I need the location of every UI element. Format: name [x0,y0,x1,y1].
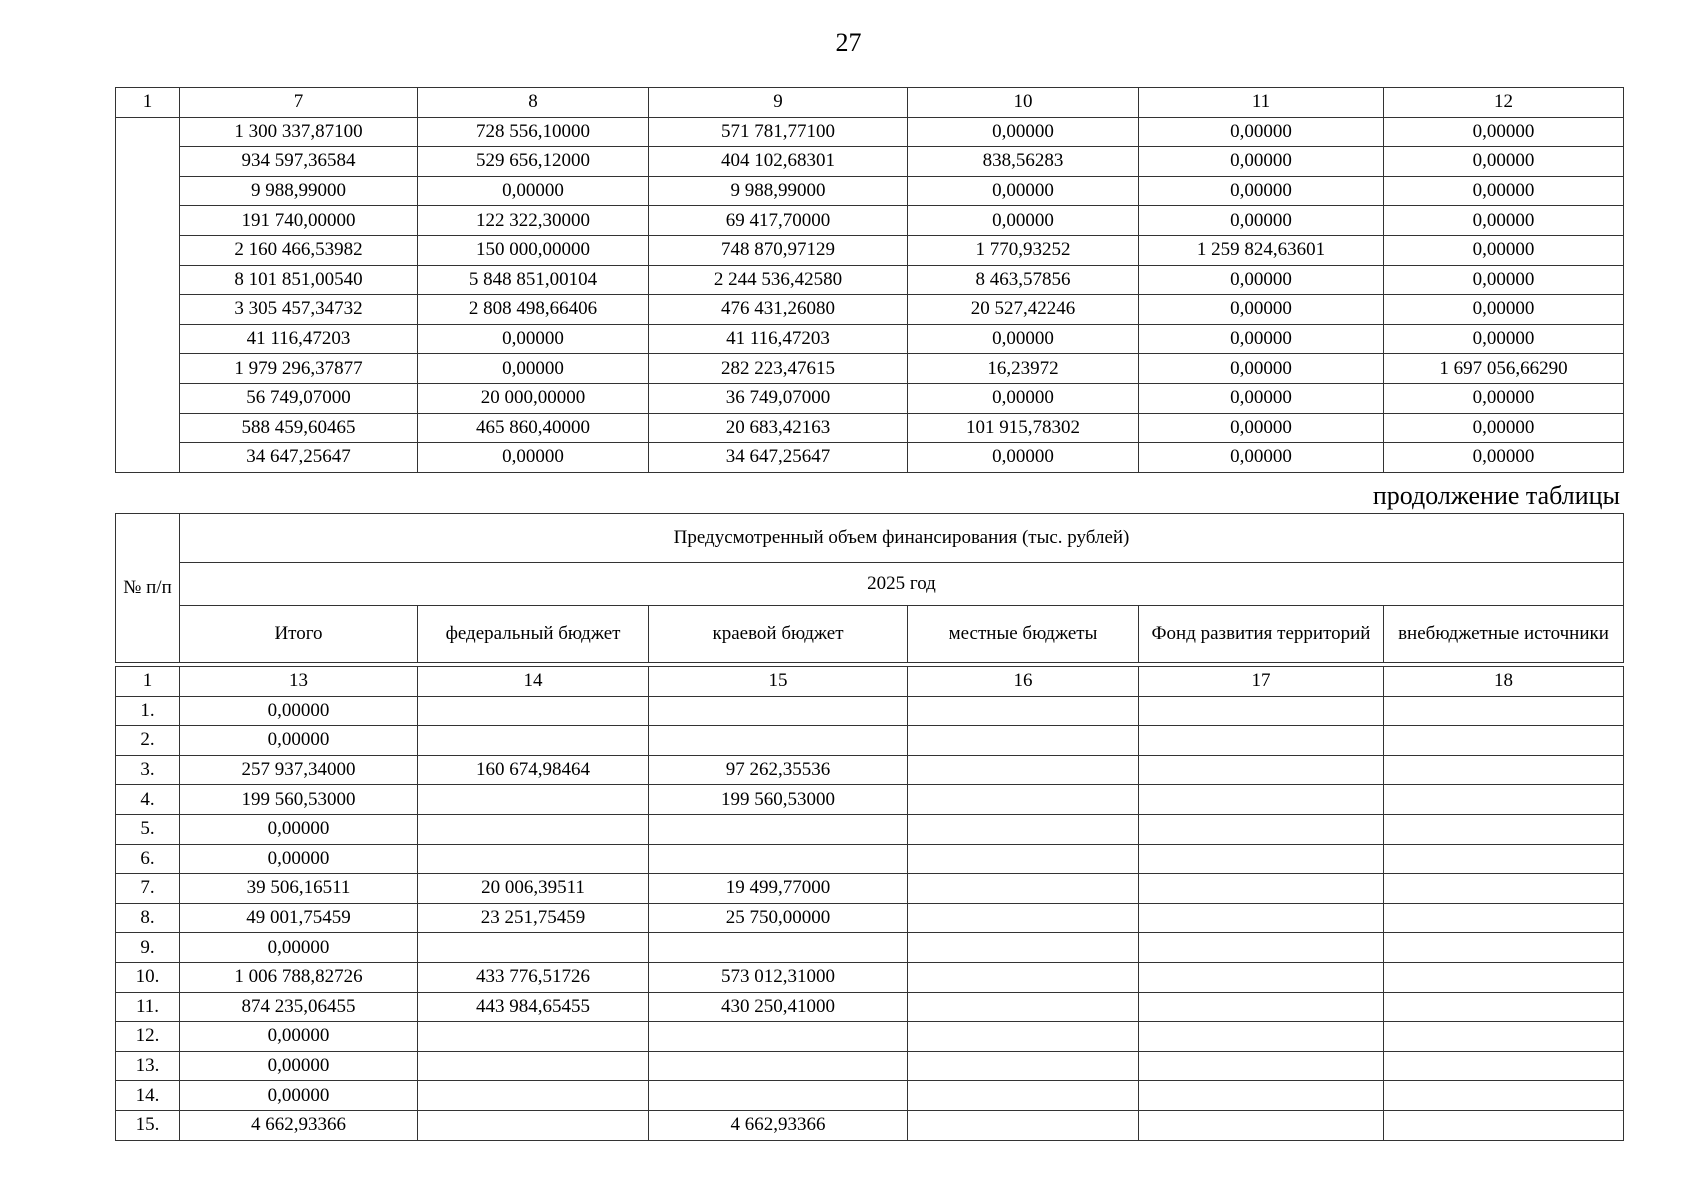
table-cell [1384,696,1624,726]
row-number-cell: 9. [116,933,180,963]
table-cell [418,726,649,756]
table-cell: 0,00000 [1139,324,1384,354]
table-cell [1384,814,1624,844]
row-number-cell: 5. [116,814,180,844]
table-cell: 476 431,26080 [649,295,908,325]
table-cell: 433 776,51726 [418,962,649,992]
table-cell: 2 808 498,66406 [418,295,649,325]
table-row [116,814,1624,844]
table-cell: 404 102,68301 [649,147,908,177]
table-cell: 3 305 457,34732 [180,295,418,325]
table-cell: 36 749,07000 [649,383,908,413]
table-cell [908,874,1139,904]
table-cell: 0,00000 [180,814,418,844]
table-cell: 20 000,00000 [418,383,649,413]
row-number-cell: 11. [116,992,180,1022]
table-cell [418,814,649,844]
row-number-cell: 6. [116,844,180,874]
table-cell [1384,903,1624,933]
table-cell: 934 597,36584 [180,147,418,177]
table-cell: 4 662,93366 [180,1110,418,1140]
table-cell: 0,00000 [1139,413,1384,443]
table-cell: 0,00000 [1139,176,1384,206]
table-cell: 0,00000 [908,383,1139,413]
table-cell [418,1051,649,1081]
table-cell [1384,962,1624,992]
table-cell [1139,992,1384,1022]
table-cell [1139,1081,1384,1111]
table-row [116,413,1624,443]
table-cell [649,696,908,726]
row-number-cell [116,117,180,472]
table-row [116,1110,1624,1140]
column-number: 17 [1139,667,1384,697]
table-cell: 4 662,93366 [649,1110,908,1140]
table-cell: 191 740,00000 [180,206,418,236]
table-cell: 1 006 788,82726 [180,962,418,992]
table-cell: 101 915,78302 [908,413,1139,443]
table-cell: 529 656,12000 [418,147,649,177]
row-number-cell: 12. [116,1022,180,1052]
table-row [116,206,1624,236]
table-cell [649,726,908,756]
column-number: 13 [180,667,418,697]
top-continuation-table [115,87,1624,473]
table-cell: 0,00000 [180,726,418,756]
bottom-financing-table [115,666,1624,1141]
row-number-cell: 7. [116,874,180,904]
table-cell: 838,56283 [908,147,1139,177]
table-cell [1384,755,1624,785]
table-row [116,726,1624,756]
table-cell: 257 937,34000 [180,755,418,785]
table-cell [1139,903,1384,933]
table-cell [1384,1081,1624,1111]
table-cell: 0,00000 [1139,265,1384,295]
table-cell [1139,785,1384,815]
table-cell [418,1081,649,1111]
table-cell [649,933,908,963]
table-row [116,696,1624,726]
table-cell: 0,00000 [1139,147,1384,177]
table-row [116,295,1624,325]
column-number: 18 [1384,667,1624,697]
table-cell: 19 499,77000 [649,874,908,904]
table-cell [1139,874,1384,904]
table-cell [1384,1051,1624,1081]
table-cell: 0,00000 [1384,147,1624,177]
financing-title: Предусмотренный объем финансирования (тыс. рублей) [180,514,1624,563]
table-cell: 122 322,30000 [418,206,649,236]
table-cell [1139,696,1384,726]
table-cell: 0,00000 [908,176,1139,206]
table-cell: 0,00000 [1139,443,1384,473]
table-cell: 0,00000 [1384,176,1624,206]
table-cell: 56 749,07000 [180,383,418,413]
table-cell: 150 000,00000 [418,235,649,265]
row-number-cell: 2. [116,726,180,756]
table-row [116,785,1624,815]
table-cell: 8 101 851,00540 [180,265,418,295]
column-number: 7 [180,88,418,118]
row-number-cell: 10. [116,962,180,992]
table-cell: 2 244 536,42580 [649,265,908,295]
column-number-row [116,667,1624,697]
table-cell [908,933,1139,963]
column-header-regional: краевой бюджет [649,606,908,663]
table-cell [1384,992,1624,1022]
table-cell [1384,844,1624,874]
table-cell [418,933,649,963]
column-number: 8 [418,88,649,118]
table-cell: 160 674,98464 [418,755,649,785]
table-row [116,324,1624,354]
column-header-local: местные бюджеты [908,606,1139,663]
table-cell: 0,00000 [180,933,418,963]
table-cell: 0,00000 [1384,413,1624,443]
table-cell: 0,00000 [1384,206,1624,236]
table-cell: 0,00000 [1139,295,1384,325]
table-cell: 20 683,42163 [649,413,908,443]
row-number-cell: 8. [116,903,180,933]
table-cell [908,785,1139,815]
table-cell: 41 116,47203 [649,324,908,354]
table-cell: 69 417,70000 [649,206,908,236]
table-cell: 1 697 056,66290 [1384,354,1624,384]
table-row [116,962,1624,992]
table-cell: 20 006,39511 [418,874,649,904]
table-cell [649,844,908,874]
table-cell [1384,785,1624,815]
table-cell: 39 506,16511 [180,874,418,904]
table-cell [908,696,1139,726]
table-cell [1384,1110,1624,1140]
column-header-federal: федеральный бюджет [418,606,649,663]
table-row [116,992,1624,1022]
table-row [116,265,1624,295]
table-row [116,147,1624,177]
table-cell: 0,00000 [1384,117,1624,147]
table-cell [1139,844,1384,874]
column-number: 15 [649,667,908,697]
column-header-total: Итого [180,606,418,663]
table-row [116,844,1624,874]
table-cell: 0,00000 [1139,206,1384,236]
table-cell: 0,00000 [1139,117,1384,147]
table-cell [1384,874,1624,904]
table-row [116,874,1624,904]
table-cell: 8 463,57856 [908,265,1139,295]
column-number-row [116,88,1624,118]
table-cell: 0,00000 [180,1081,418,1111]
table-cell [908,1110,1139,1140]
table-cell: 9 988,99000 [180,176,418,206]
table-cell: 34 647,25647 [180,443,418,473]
table-cell: 465 860,40000 [418,413,649,443]
row-number-cell: 1. [116,696,180,726]
table-cell: 2 160 466,53982 [180,235,418,265]
table-cell: 0,00000 [1384,383,1624,413]
table-cell [649,1081,908,1111]
table-cell: 0,00000 [1384,235,1624,265]
table-cell [908,992,1139,1022]
table-cell: 0,00000 [1384,324,1624,354]
table-cell [418,785,649,815]
table-cell: 49 001,75459 [180,903,418,933]
table-cell [908,1051,1139,1081]
table-cell [1139,726,1384,756]
table-cell: 443 984,65455 [418,992,649,1022]
table-row [116,354,1624,384]
table-cell [908,814,1139,844]
table-row [116,1081,1624,1111]
column-number: 12 [1384,88,1624,118]
column-number: 11 [1139,88,1384,118]
row-number-cell: 3. [116,755,180,785]
row-number-cell: 15. [116,1110,180,1140]
table-cell [908,1022,1139,1052]
table-row [116,443,1624,473]
row-number-header: № п/п [116,514,180,663]
row-number-cell: 4. [116,785,180,815]
table-cell [649,814,908,844]
table-row [116,755,1624,785]
table-row [116,383,1624,413]
column-number: 1 [116,667,180,697]
table-cell [1139,1022,1384,1052]
table-cell: 573 012,31000 [649,962,908,992]
table-cell [1139,933,1384,963]
table-cell: 0,00000 [418,354,649,384]
table-cell: 0,00000 [180,696,418,726]
table-cell: 1 979 296,37877 [180,354,418,384]
table-cell [418,696,649,726]
table-cell: 5 848 851,00104 [418,265,649,295]
table-cell: 874 235,06455 [180,992,418,1022]
table-cell [1139,1110,1384,1140]
table-cell [908,844,1139,874]
table-cell: 282 223,47615 [649,354,908,384]
column-number: 16 [908,667,1139,697]
table-cell: 9 988,99000 [649,176,908,206]
table-cell: 0,00000 [908,324,1139,354]
table-cell [1384,1022,1624,1052]
table-cell: 20 527,42246 [908,295,1139,325]
row-number-cell: 13. [116,1051,180,1081]
table-cell [1139,814,1384,844]
year-header: 2025 год [180,563,1624,606]
column-header-territory-fund: Фонд развития территорий [1139,606,1384,663]
table-cell [418,1022,649,1052]
table-cell: 0,00000 [908,206,1139,236]
table-row [116,117,1624,147]
table-cell: 34 647,25647 [649,443,908,473]
row-number-cell: 14. [116,1081,180,1111]
table-cell [1384,933,1624,963]
table-cell [1384,726,1624,756]
table-cell [1139,962,1384,992]
table-row [116,903,1624,933]
table-cell: 199 560,53000 [649,785,908,815]
table-cell [908,1081,1139,1111]
table-cell: 0,00000 [1139,354,1384,384]
table-cell: 0,00000 [1139,383,1384,413]
table-cell: 0,00000 [418,324,649,354]
column-number: 9 [649,88,908,118]
column-number: 14 [418,667,649,697]
table-row [116,176,1624,206]
table-cell: 1 770,93252 [908,235,1139,265]
table-cell: 0,00000 [1384,443,1624,473]
table-row [116,933,1624,963]
table-cell: 199 560,53000 [180,785,418,815]
table-cell: 728 556,10000 [418,117,649,147]
column-number: 1 [116,88,180,118]
page-number: 27 [835,28,862,57]
table-row [116,1051,1624,1081]
table-cell: 571 781,77100 [649,117,908,147]
table-cell: 41 116,47203 [180,324,418,354]
table-cell [1139,755,1384,785]
column-number: 10 [908,88,1139,118]
table-cell: 16,23972 [908,354,1139,384]
table-row [116,235,1624,265]
table-cell [1139,1051,1384,1081]
table-cell [649,1022,908,1052]
table-cell: 0,00000 [418,443,649,473]
table-cell [418,844,649,874]
table-cell: 748 870,97129 [649,235,908,265]
table-cell [908,726,1139,756]
table-cell: 0,00000 [180,1051,418,1081]
table-cell: 0,00000 [1384,295,1624,325]
table-cell: 97 262,35536 [649,755,908,785]
table-cell: 430 250,41000 [649,992,908,1022]
table-cell: 0,00000 [1384,265,1624,295]
table-cell: 1 259 824,63601 [1139,235,1384,265]
table-cell [649,1051,908,1081]
table-cell [418,1110,649,1140]
table-cell [908,962,1139,992]
table-row [116,1022,1624,1052]
table-cell: 0,00000 [180,1022,418,1052]
continuation-label: продолжение таблицы [1372,481,1620,510]
table-cell: 23 251,75459 [418,903,649,933]
financing-header-table [115,513,1624,663]
table-cell: 0,00000 [908,117,1139,147]
table-cell: 25 750,00000 [649,903,908,933]
table-cell: 0,00000 [180,844,418,874]
table-cell: 588 459,60465 [180,413,418,443]
table-cell: 0,00000 [908,443,1139,473]
table-cell: 0,00000 [418,176,649,206]
table-cell: 1 300 337,87100 [180,117,418,147]
column-header-extrabudgetary: внебюджетные источники [1384,606,1624,663]
table-cell [908,755,1139,785]
table-cell [908,903,1139,933]
